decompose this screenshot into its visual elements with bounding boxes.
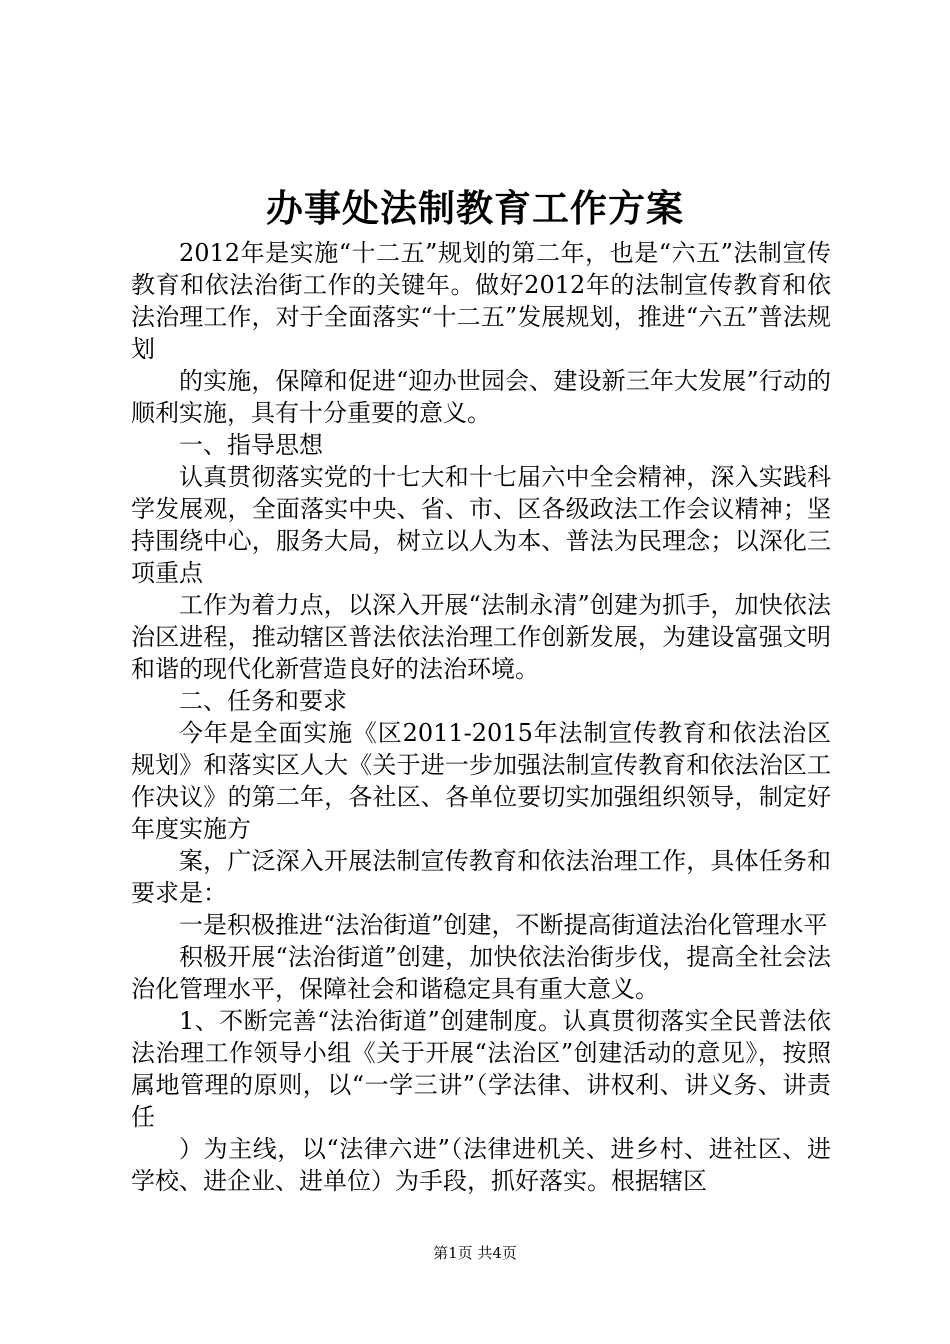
paragraph: 积极开展“法治街道”创建，加快依法治街步伐，提高全社会法治化管理水平，保障社会和谐稳定具有重大意义。 <box>131 943 831 1003</box>
paragraph: ）为主线，以“法律六进”（法律进机关、进乡村、进社区、进学校、进企业、进单位）为手段，抓好落实。根据辖区 <box>131 1135 831 1195</box>
paragraph: 认真贯彻落实党的十七大和十七届六中全会精神，深入实践科学发展观，全面落实中央、省、市、区各级政法工作会议精神；坚持围绕中心，服务大局，树立以人为本、普法为民理念；以深化三项重点 <box>131 463 831 587</box>
document-title: 办事处法制教育工作方案 <box>266 186 684 230</box>
section-heading: 一、指导思想 <box>179 431 323 459</box>
page-footer: 第1页 共4页 <box>433 1244 517 1262</box>
paragraph: 2012年是实施“十二五”规划的第二年，也是“六五”法制宣传教育和依法治街工作的关键年。做好2012年的法制宣传教育和依法治理工作，对于全面落实“十二五”发展规划，推进“六五”普法规划 <box>131 239 831 363</box>
paragraph: 1、不断完善“法治街道”创建制度。认真贯彻落实全民普法依法治理工作领导小组《关于开展“法治区”创建活动的意见》，按照属地管理的原则，以“一学三讲”（学法律、讲权利、讲义务、讲责任 <box>131 1007 831 1131</box>
section-heading: 二、任务和要求 <box>179 687 347 715</box>
paragraph: 工作为着力点，以深入开展“法制永清”创建为抓手，加快依法治区进程，推动辖区普法依法治理工作创新发展，为建设富强文明和谐的现代化新营造良好的法治环境。 <box>131 591 831 683</box>
paragraph: 今年是全面实施《区2011-2015年法制宣传教育和依法治区规划》和落实区人大《关于进一步加强法制宣传教育和依法治区工作决议》的第二年，各社区、各单位要切实加强组织领导，制定好年度实施方 <box>131 719 831 843</box>
paragraph: 的实施，保障和促进“迎办世园会、建设新三年大发展”行动的顺利实施，具有十分重要的意义。 <box>131 367 831 427</box>
paragraph: 案，广泛深入开展法制宣传教育和依法治理工作，具体任务和要求是： <box>131 847 831 907</box>
paragraph: 一是积极推进“法治街道”创建，不断提高街道法治化管理水平 <box>179 911 828 939</box>
document-body <box>131 237 831 1197</box>
